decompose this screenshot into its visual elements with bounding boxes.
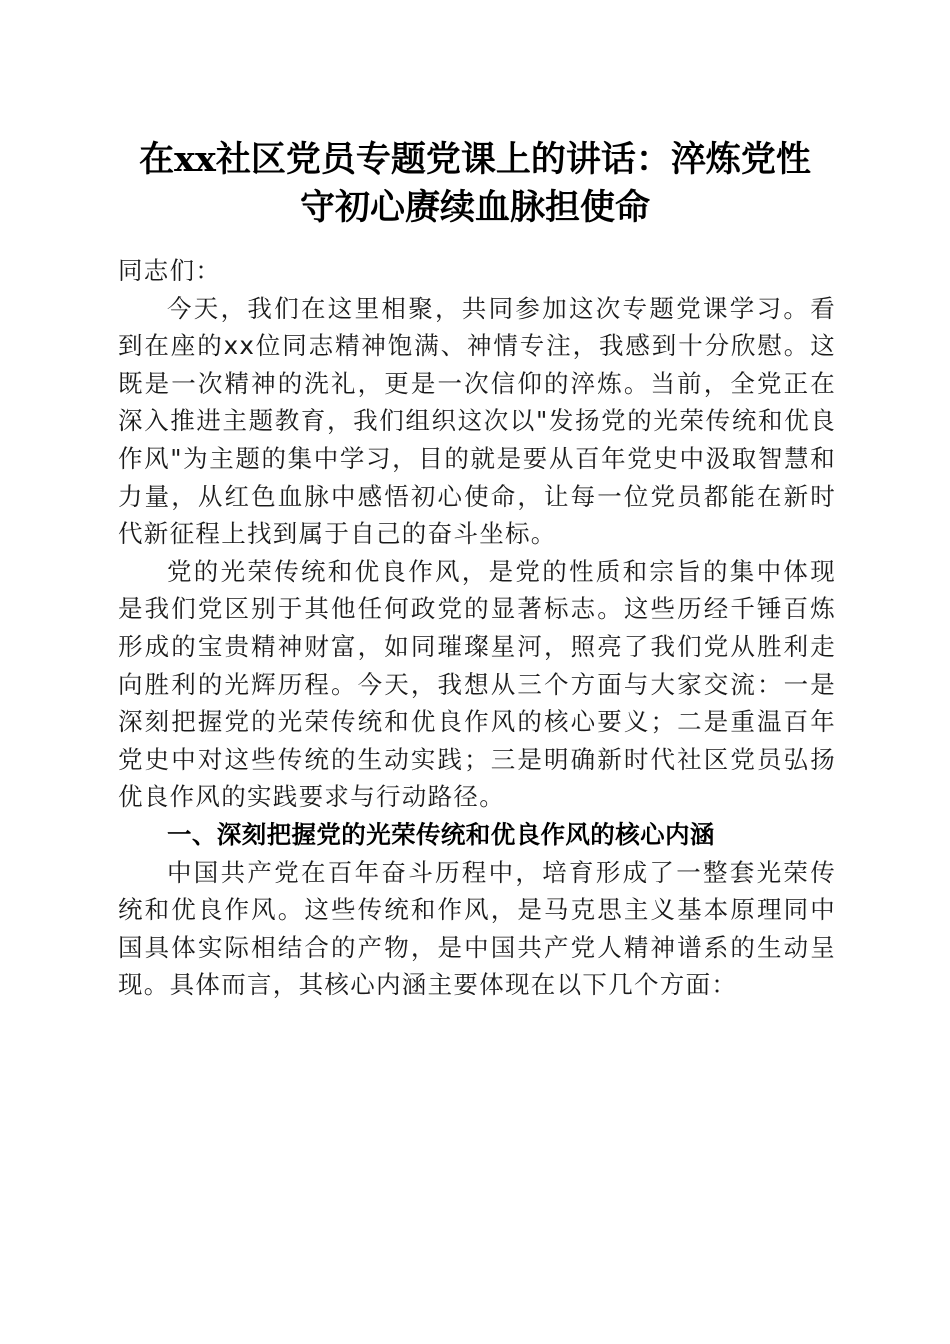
document-title <box>100 136 850 232</box>
salutation: 同志们： <box>118 256 222 285</box>
title-line-1: 在xx社区党员专题党课上的讲话：淬炼党性 <box>139 139 811 180</box>
document-body <box>118 252 836 1004</box>
paragraph-intro: 今天，我们在这里相聚，共同参加这次专题党课学习。看到在座的xx位同志精神饱满、神情专注，我感到十分欣慰。这既是一次精神的洗礼，更是一次信仰的淬炼。当前，全党正在深入推进主题教育，我们组织这次以"发扬党的光荣传统和优良作风"为主题的集中学习，目的就是要从百年党史中汲取智慧和力量，从红色血脉中感悟初心使命，让每一位党员都能在新时代新征程上找到属于自己的奋斗坐标。 <box>118 293 836 549</box>
title-line-2: 守初心赓续血脉担使命 <box>299 187 650 228</box>
section-heading-1: 一、深刻把握党的光荣传统和优良作风的核心内涵 <box>167 819 715 849</box>
paragraph-section-1: 中国共产党在百年奋斗历程中，培育形成了一整套光荣传统和优良作风。这些传统和作风，是马克思主义基本原理同中国具体实际相结合的产物，是中国共产党人精神谱系的生动呈现。具体而言，其核心内涵主要体现在以下几个方面： <box>118 857 836 1000</box>
paragraph-overview: 党的光荣传统和优良作风，是党的性质和宗旨的集中体现是我们党区别于其他任何政党的显著标志。这些历经千锤百炼形成的宝贵精神财富，如同璀璨星河，照亮了我们党从胜利走向胜利的光辉历程。今天，我想从三个方面与大家交流：一是深刻把握党的光荣传统和优良作风的核心要义；二是重温百年党史中对这些传统的生动实践；三是明确新时代社区党员弘扬优良作风的实践要求与行动路径。 <box>118 556 836 812</box>
